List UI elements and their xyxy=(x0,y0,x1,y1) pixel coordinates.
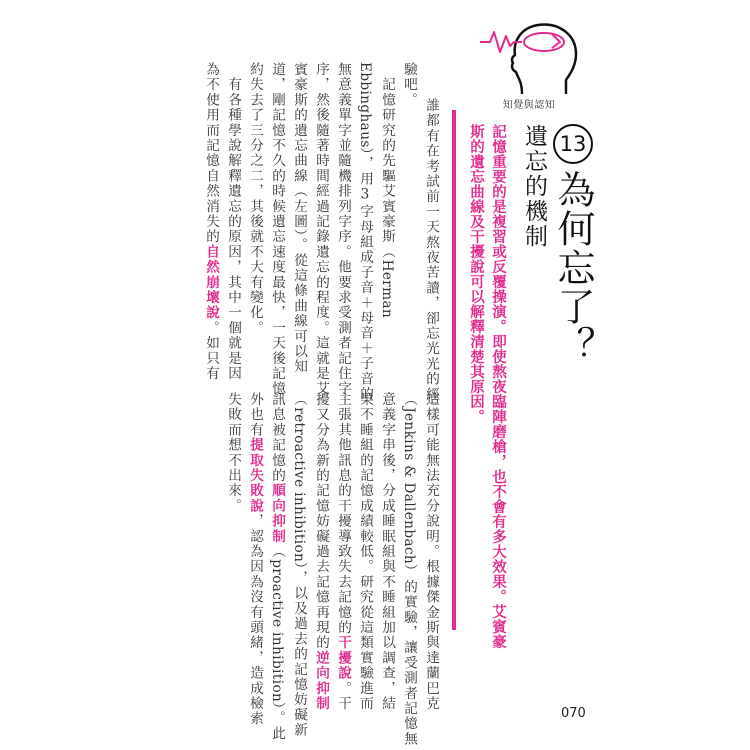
lead-line-1: 記憶重要的是複習或反覆操演。即使熬夜臨陣磨槍，也不會有多大效果。艾賓豪 xyxy=(490,124,506,649)
latin-term: Jenkins & Dallenbach xyxy=(401,407,417,565)
body-column: 道，剛記憶不久的時候遺忘速度最快，一天後記憶 xyxy=(269,62,285,397)
body-column: 為不使用而記憶自然消失的自然崩壞說。如只有 xyxy=(203,62,219,382)
body-column: 有各種學說解釋遺忘的原因，其中一個就是因 xyxy=(225,62,241,382)
page-subtitle: 遺忘的機制 xyxy=(521,124,547,249)
body-column: 序，然後隨著時間經過記錄遺忘的程度。這就是艾 xyxy=(313,62,329,397)
body-column: 主張其他訊息的干擾導致失去記憶的干擾說。干 xyxy=(335,392,351,712)
emphasis-term: 逆向抑制 xyxy=(313,650,329,712)
body-column: 驗吧。 xyxy=(401,62,417,108)
body-column: （retroactive inhibition），以及過去的記憶妨礙新 xyxy=(291,392,307,738)
body-column: Ebbinghaus），用3字母組成子音＋母音＋子音的 xyxy=(357,62,373,402)
body-column: 擾又分為新的記憶妨礙過去記憶再現的逆向抑制 xyxy=(313,392,329,712)
emphasis-term: 自然崩壞說 xyxy=(203,244,219,321)
body-column: 訊息被記憶的順向抑制（proactive inhibition）。此 xyxy=(269,392,285,741)
page-title: 為何忘了？ xyxy=(551,170,595,365)
emphasis-term: 干擾說 xyxy=(335,635,351,681)
body-column: （Jenkins & Dallenbach）的實驗，讓受測者記憶無 xyxy=(401,392,417,747)
latin-term: proactive inhibition xyxy=(269,559,285,703)
body-column: 果不睡組的記憶成績較低。研究從這類實驗進而 xyxy=(357,392,373,712)
body-column: 約失去了三分之二，其後就不大有變化。 xyxy=(247,62,263,336)
emphasis-term: 順向抑制 xyxy=(269,483,285,545)
accent-rule xyxy=(452,110,456,630)
body-column: 意義字串後，分成睡眠組與不睡組加以調查，結 xyxy=(379,392,395,712)
page-number: 070 xyxy=(561,706,586,721)
latin-term: retroactive inhibition xyxy=(291,407,307,563)
head-profile-brain-icon xyxy=(478,20,582,94)
body-column: 失敗而想不出來。 xyxy=(225,392,241,514)
emphasis-term: 提取失敗說 xyxy=(247,437,263,514)
body-column: 這樣可能無法充分說明。根據傑金斯與達蘭巴克 xyxy=(423,392,439,712)
lead-line-2: 斯的遺忘曲線及干擾說可以解釋清楚其原因。 xyxy=(468,124,484,424)
body-column: 賓豪斯的遺忘曲線（左圖）。從這條曲線可以知 xyxy=(291,62,307,375)
body-column: 外也有提取失敗說，認為因為沒有頭緒，造成檢索 xyxy=(247,392,263,727)
chapter-number-badge: 13 xyxy=(553,124,593,164)
category-label: 知覺與認知 xyxy=(502,100,556,111)
body-column: 無意義單字並隨機排列字序。他要求受測者記住字 xyxy=(335,62,351,397)
body-column: 記憶研究的先驅艾賓豪斯（Herman xyxy=(379,62,395,319)
latin-term: Ebbinghaus xyxy=(357,62,373,148)
latin-term: Herman xyxy=(379,259,395,319)
body-column: 誰都有在考試前一天熬夜苦讀，卻忘光光的經 xyxy=(423,98,439,402)
